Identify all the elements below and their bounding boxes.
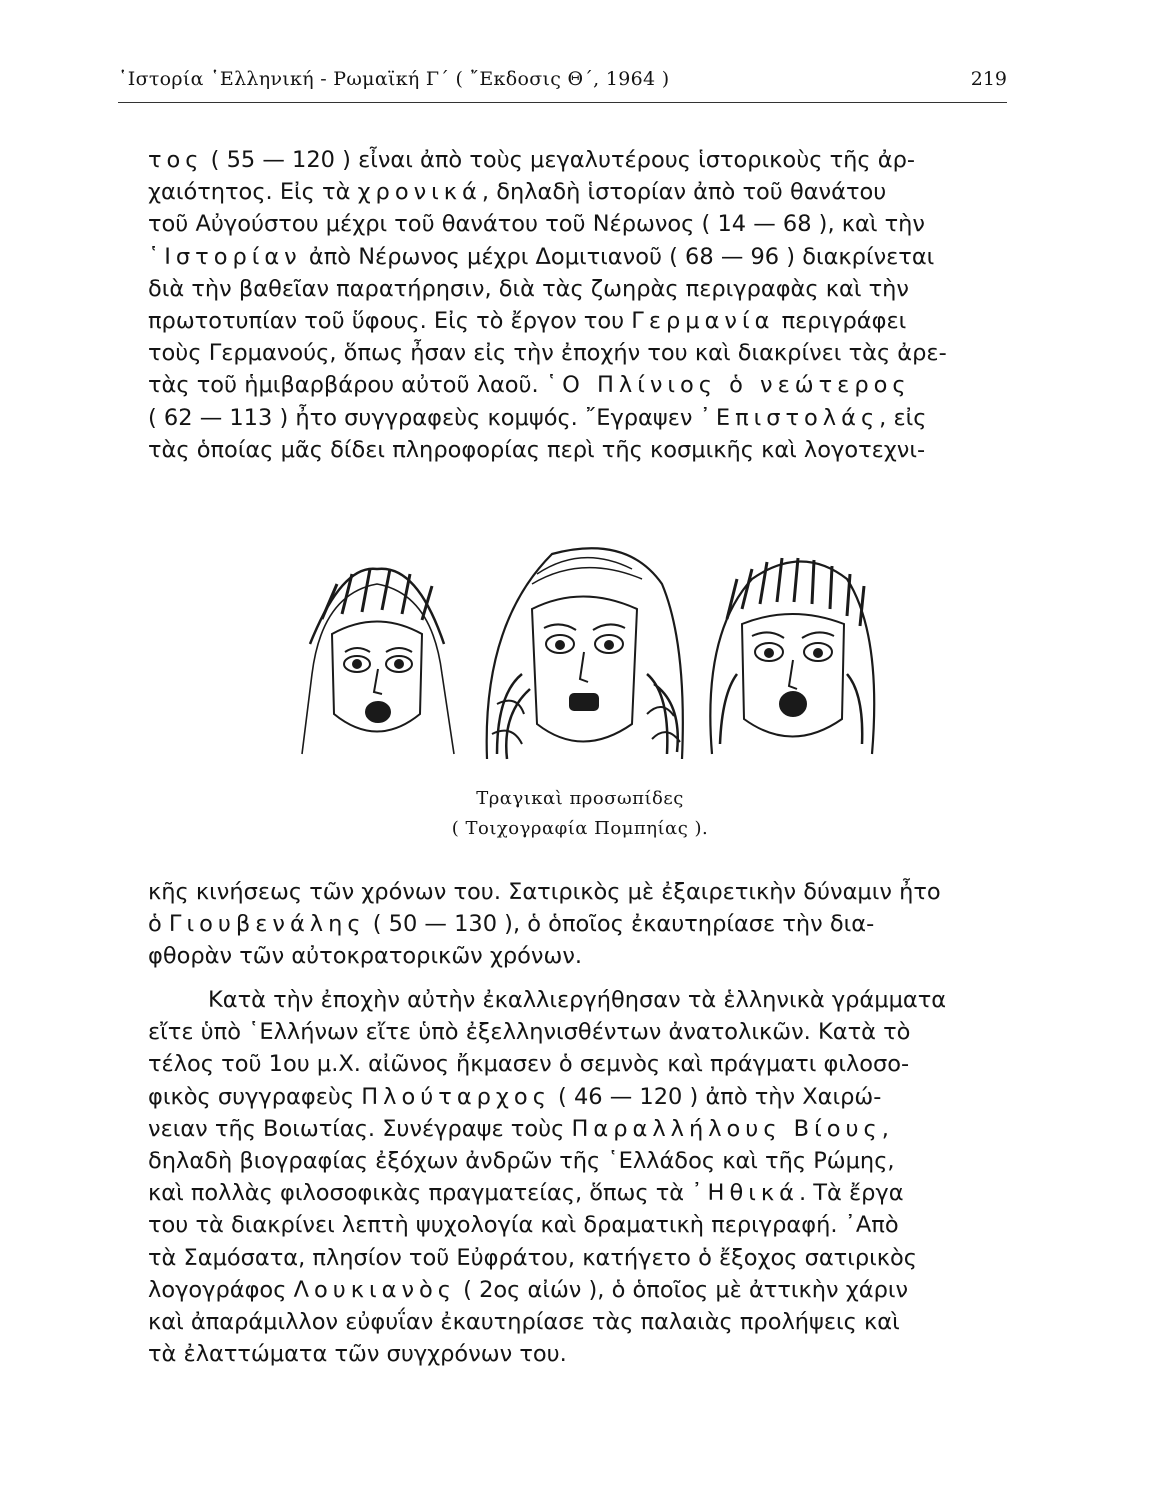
text-line (148, 241, 1008, 273)
text-line (148, 369, 1008, 401)
text-run: ( 62 — 113 ) ἦτο συγγραφεὺς κομψός. ῎Εγραψεν (148, 404, 700, 431)
text-run: νειαν τῆς Βοιωτίας. Συνέγραψε τοὺς (148, 1115, 572, 1142)
text-line (148, 876, 1008, 908)
paragraph-3 (148, 984, 1008, 1370)
text-run: τέλος τοῦ 1ου μ.Χ. αἰῶνος ἤκμασεν ὁ σεμνὸς καὶ πράγματι φιλοσο- (148, 1051, 910, 1078)
text-run: ( 2ος αἰών ), ὁ ὁποῖος μὲ ἀττικὴν χάριν (455, 1276, 909, 1303)
text-line (148, 1016, 1008, 1048)
text-run: περιγράφει (774, 308, 907, 335)
text-line (148, 1306, 1008, 1338)
text-line (148, 1274, 1008, 1306)
text-run: , δηλαδὴ ἱστορίαν ἀπὸ τοῦ θανάτου (481, 179, 887, 206)
text-run: τοῦ Αὐγούστου μέχρι τοῦ θανάτου τοῦ Νέρωνος ( 14 — 68 ), καὶ τὴν (148, 211, 925, 238)
paragraph-1 (148, 144, 1008, 466)
text-run: εἴτε ὑπὸ ῾Ελλήνων εἴτε ὑπὸ ἐξελληνισθέντων ἀνατολικῶν. Κατὰ τὸ (148, 1019, 911, 1046)
text-line (148, 908, 1008, 940)
running-header (118, 64, 1007, 103)
text-line (148, 176, 1008, 208)
theatre-masks-drawing (282, 524, 882, 774)
text-run: χαιότητος. Εἰς τὰ (148, 179, 358, 206)
text-run: Κατὰ τὴν ἐποχὴν αὐτὴν ἐκαλλιεργήθησαν τὰ ἑλληνικὰ γράμματα (208, 987, 947, 1013)
spaced-emphasis: χρονικά (357, 179, 482, 206)
text-run: ( 46 — 120 ) ἀπὸ τὴν Χαιρώ- (550, 1083, 882, 1110)
spaced-emphasis: ᾿Ηθικά (691, 1180, 799, 1207)
text-run: κῆς κινήσεως τῶν χρόνων του. Σατιρικὸς μὲ ἐξαιρετικὴν δύναμιν ἦτο (148, 879, 941, 905)
text-line (148, 1048, 1008, 1080)
text-run: φικὸς συγγραφεὺς (148, 1083, 362, 1110)
spaced-emphasis: ῾Ιστορίαν (148, 243, 302, 270)
text-run: τὰ Σαμόσατα, πλησίον τοῦ Εὐφράτου, κατήγετο ὁ ἔξοχος σατιρικὸς (148, 1244, 917, 1271)
text-run: τὰ ἐλαττώματα τῶν συγχρόνων του. (148, 1341, 567, 1368)
spaced-emphasis: Πλούταρχος (361, 1083, 551, 1110)
tragic-masks-illustration (282, 524, 882, 774)
text-line (148, 273, 1008, 305)
text-run: τὰς τοῦ ἡμιβαρβάρου αὐτοῦ λαοῦ. (148, 372, 546, 399)
figure-caption-line-2: ( Τοιχογραφία Πομπηίας ). (451, 818, 709, 839)
text-run: , (881, 1115, 889, 1142)
text-run: . Τὰ ἔργα (798, 1180, 904, 1207)
figure-caption-line-1: Τραγικαὶ προσωπίδες (476, 788, 684, 809)
text-line (148, 1081, 1008, 1113)
text-run: ( 55 — 120 ) εἶναι ἀπὸ τοὺς μεγαλυτέρους ἱστορικοὺς τῆς ἀρ- (203, 147, 915, 173)
spaced-emphasis: ῾Ο Πλίνιος ὁ νεώτερος (545, 372, 911, 399)
text-run: του τὰ διακρίνει λεπτὴ ψυχολογία καὶ δραματικὴ περιγραφή. ᾿Απὸ (148, 1212, 899, 1239)
text-line (148, 940, 1008, 972)
text-run: , εἰς (879, 404, 927, 431)
mask-center (487, 548, 683, 759)
text-line (148, 434, 1008, 466)
mask-right (710, 558, 874, 754)
text-line (148, 402, 1008, 434)
text-run: τοὺς Γερμανούς, ὅπως ἦσαν εἰς τὴν ἐποχήν του καὶ διακρίνει τὰς ἀρε- (148, 340, 947, 367)
text-line (148, 208, 1008, 240)
text-run: ( 50 — 130 ), ὁ ὁποῖος ἐκαυτηρίασε τὴν δια- (365, 911, 875, 938)
text-line (148, 144, 1008, 176)
text-line (148, 1113, 1008, 1145)
text-run: διὰ τὴν βαθεῖαν παρατήρησιν, διὰ τὰς ζωηρὰς περιγραφὰς καὶ τὴν (148, 275, 909, 302)
spaced-emphasis: Γιουβενάλης (168, 911, 366, 938)
text-run: λογογράφος (148, 1276, 294, 1303)
text-line (148, 1209, 1008, 1241)
text-line (148, 984, 1008, 1016)
text-line (148, 1242, 1008, 1274)
spaced-emphasis: Λουκιανὸς (293, 1276, 456, 1303)
spaced-emphasis: ᾿Επιστολάς (699, 404, 880, 431)
text-line (148, 1338, 1008, 1370)
page-number: 219 (970, 68, 1007, 90)
text-line (148, 1145, 1008, 1177)
text-run: τὰς ὁποίας μᾶς δίδει πληροφορίας περὶ τῆς κοσμικῆς καὶ λογοτεχνι- (148, 436, 926, 463)
spaced-emphasis: τος (148, 147, 204, 173)
text-run: ἀπὸ Νέρωνος μέχρι Δομιτιανοῦ ( 68 — 96 ) διακρίνεται (301, 243, 935, 270)
mask-left (302, 569, 454, 754)
running-title: ῾Ιστορία ῾Ελληνική - Ρωμαϊκή Γ΄ ( ῎Εκδοσις Θ΄, 1964 ) (118, 68, 670, 90)
text-run: δηλαδὴ βιογραφίας ἐξόχων ἀνδρῶν τῆς ῾Ελλάδος καὶ τῆς Ρώμης, (148, 1148, 895, 1175)
text-run: πρωτοτυπίαν τοῦ ὕφους. Εἰς τὸ ἔργον του (148, 308, 632, 335)
text-run: καὶ ἀπαράμιλλον εὐφυΐαν ἐκαυτηρίασε τὰς παλαιὰς προλήψεις καὶ (148, 1309, 900, 1336)
text-line (148, 305, 1008, 337)
paragraph-2 (148, 876, 1008, 973)
spaced-emphasis: Γερμανία (631, 308, 775, 335)
spaced-emphasis: Παραλλήλους Βίους (571, 1115, 882, 1142)
text-run: ὁ (148, 911, 169, 938)
text-line (148, 1177, 1008, 1209)
text-line (148, 337, 1008, 369)
text-run: φθορὰν τῶν αὐτοκρατορικῶν χρόνων. (148, 943, 583, 970)
text-run: καὶ πολλὰς φιλοσοφικὰς πραγματείας, ὅπως τὰ (148, 1180, 692, 1207)
